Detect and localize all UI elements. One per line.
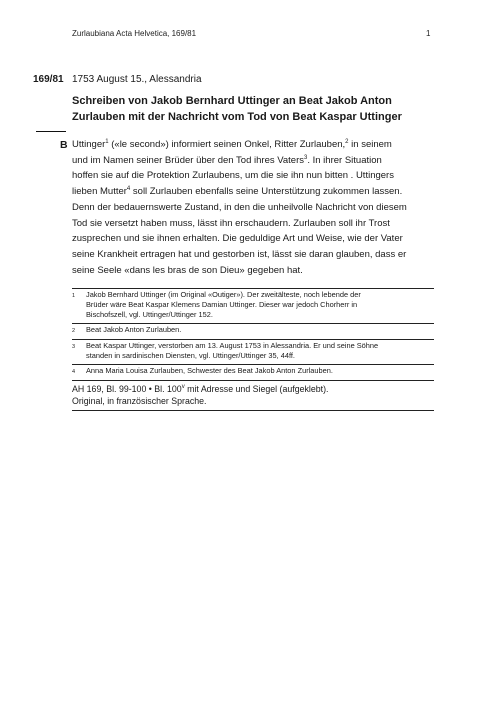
- body-line: seine Krankheit ertragen hat und gestorben ist, lässt sie daran glauben, dass er: [72, 248, 407, 260]
- footnote-number: 4: [72, 369, 76, 375]
- page-number: 1: [426, 29, 431, 38]
- footnote-4: [72, 364, 434, 380]
- body-line: lieben Mutter$^4$ soll Zurlauben ebenfalls seine Unterstützung zukommen lassen.: [72, 186, 403, 198]
- footnote-text: Beat Jakob Anton Zurlauben.: [86, 325, 182, 334]
- running-title: Zurlaubiana Acta Helvetica, 169/81: [72, 29, 197, 38]
- document-number: 169/81: [33, 74, 64, 85]
- footnote-text: standen in sardinischen Diensten, vgl. Uttinger/Uttinger 35, 44ff.: [86, 351, 295, 360]
- footnote-text: Anna Maria Louisa Zurlauben, Schwester des Beat Jakob Anton Zurlauben.: [86, 366, 333, 375]
- footnote-ref: 3: [304, 154, 308, 161]
- footnote-2: [72, 323, 434, 339]
- footnote-text: Bischofszell, vgl. Uttinger/Uttinger 152.: [86, 310, 213, 319]
- document-title: [72, 93, 442, 125]
- section-label: B: [60, 139, 68, 151]
- footnote-text: Beat Kaspar Uttinger, verstorben am 13. August 1753 in Alessandria. Er und seine Söhne: [86, 341, 379, 350]
- title-line-1: Schreiben von Jakob Bernhard Uttinger an Beat Jakob Anton: [72, 95, 392, 107]
- source-note: [72, 380, 434, 411]
- body-line: Tod sie versetzt haben muss, lässt ihn erschaudern. Zurlauben soll ihr Trost: [72, 217, 390, 229]
- body-line: Denn der bedauernswerte Zustand, in den die unheilvolle Nachricht von diesem: [72, 201, 407, 213]
- body-line: Uttinger$^1$ («le second») informiert seinen Onkel, Ritter Zurlauben,$^2$ in seinem: [72, 139, 392, 150]
- body-line: hoffen sie auf die Protektion Zurlaubens, um die sie ihn nun bitten . Uttingers: [72, 170, 394, 182]
- summary-text: [72, 137, 432, 278]
- footnotes-section: [72, 288, 434, 411]
- title-line-2: Zurlauben mit der Nachricht vom Tod von Beat Kaspar Uttinger: [72, 111, 402, 123]
- footnote-ref: 4: [126, 186, 131, 193]
- footnote-ref: 2: [345, 139, 349, 145]
- footnote-3: [72, 339, 434, 364]
- body-line: zusprechen und sie ihnen erhalten. Die geduldige Art und Weise, wie der Vater: [72, 233, 403, 245]
- body-line: und im Namen seiner Brüder über den Tod ihres Vaters$^3$. In ihrer Situation: [72, 154, 382, 166]
- footnote-number: 3: [72, 344, 76, 350]
- footnote-text: Brüder wäre Beat Kaspar Klemens Damian Uttinger. Dieser war jedoch Chorherr in: [86, 300, 358, 309]
- footnote-number: 1: [72, 293, 76, 299]
- document-date-place: 1753 August 15., Alessandria: [72, 74, 202, 85]
- verso-mark: v: [181, 384, 185, 390]
- source-line: AH 169, Bl. 99-100 • Bl. 100$^v$ mit Adresse und Siegel (aufgeklebt).: [72, 384, 329, 394]
- body-line: seine Seele «dans les bras de son Dieu» gegeben hat.: [72, 264, 303, 276]
- source-line: Original, in französischer Sprache.: [72, 395, 207, 406]
- footnote-number: 2: [72, 328, 76, 334]
- footnote-ref: 1: [105, 139, 109, 145]
- footnote-1: [72, 288, 434, 323]
- footnote-text: Jakob Bernhard Uttinger (im Original «Outiger»). Der zweitälteste, noch lebende der: [86, 290, 361, 299]
- margin-rule: [36, 131, 66, 132]
